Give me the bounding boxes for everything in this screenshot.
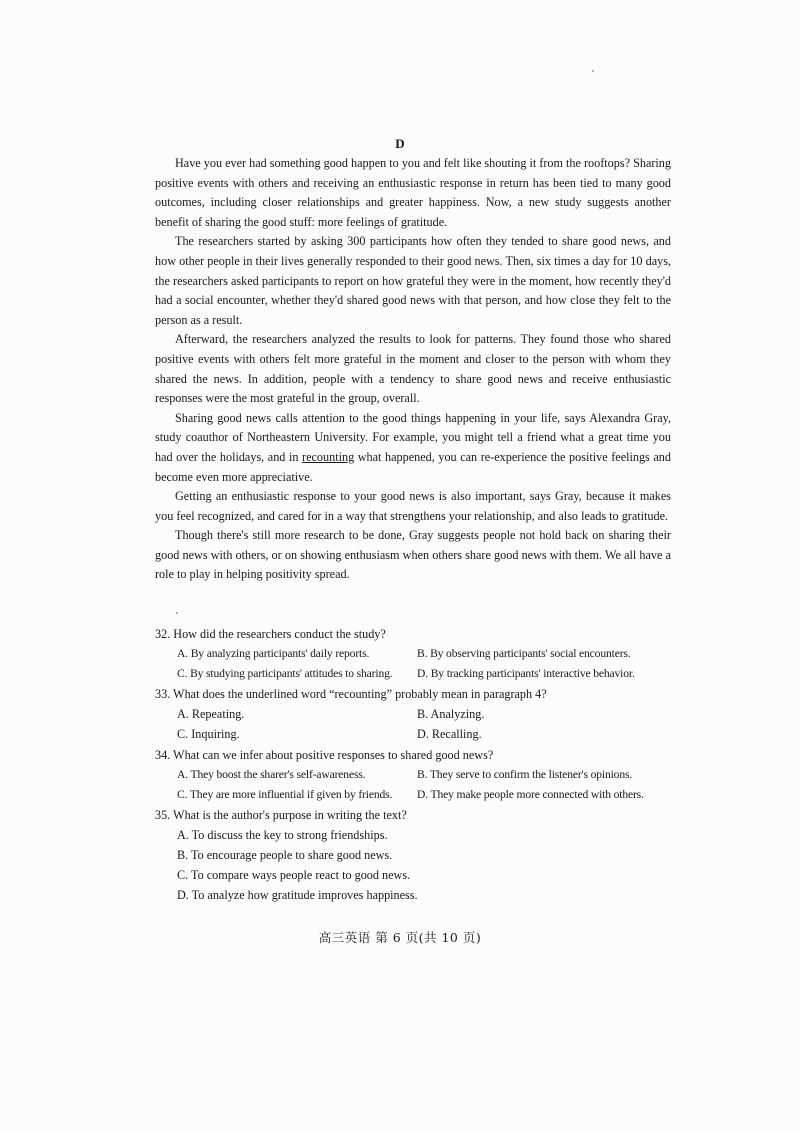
section-heading: D	[395, 136, 405, 151]
paragraph-4-text-after: what happened, you can re-experience the positive feelings and become even more appreciative.	[155, 449, 671, 484]
option-c: C. By studying participants' attitudes to sharing.	[177, 667, 393, 681]
option-a: A. By analyzing participants' daily reports.	[177, 647, 370, 661]
option-row	[155, 664, 695, 684]
underlined-word: recounting	[302, 449, 355, 464]
scan-speck	[176, 612, 178, 614]
question-33	[155, 684, 695, 744]
question-list	[155, 624, 695, 905]
question-stem: 33. What does the underlined word “recounting” probably mean in paragraph 4?	[155, 687, 547, 702]
option-c: C. Inquiring.	[177, 727, 240, 742]
option-a: A. They boost the sharer's self-awareness.	[177, 767, 366, 781]
question-34	[155, 745, 695, 805]
passage-paragraph-3: Afterward, the researchers analyzed the results to look for patterns. They found those who shared positive events with others felt more grateful in the moment and closer to the person with whom they shared the news. In addition, people with a tendency to share good news and receive enthusiastic responses were the most grateful in the group, overall.	[155, 332, 671, 406]
option-b: B. They serve to confirm the listener's opinions.	[417, 767, 633, 781]
option-row	[155, 724, 695, 744]
reading-passage	[155, 154, 671, 585]
option-a: A. Repeating.	[177, 707, 245, 722]
option-d: D. By tracking participants' interactive behavior.	[417, 667, 635, 681]
option-row	[155, 765, 695, 785]
question-stem: 32. How did the researchers conduct the study?	[155, 627, 386, 641]
option-b: B. To encourage people to share good news.	[177, 848, 393, 863]
question-35	[155, 805, 695, 905]
option-row	[155, 704, 695, 724]
option-c: C. They are more influential if given by friends.	[177, 787, 393, 801]
option-b: B. By observing participants' social encounters.	[417, 647, 631, 661]
option-row	[155, 785, 695, 805]
option-row	[155, 644, 695, 664]
passage-paragraph-6: Though there's still more research to be done, Gray suggests people not hold back on sharing their good news with others, or on showing enthusiasm when others share good news with them. We all have a role to play in helping positivity spread.	[155, 528, 671, 582]
passage-paragraph-1: Have you ever had something good happen to you and felt like shouting it from the rooftops? Sharing positive events with others and receiving an enthusiastic response in return has been tied to many good outcomes, including closer relationships and greater happiness. Now, a new study suggests another benefit of sharing the good stuff: more feelings of gratitude.	[155, 156, 671, 229]
option-d: D. To analyze how gratitude improves happiness.	[177, 888, 418, 903]
passage-paragraph-5: Getting an enthusiastic response to your good news is also important, says Gray, because it makes you feel recognized, and cared for in a way that strengthens your relationship, and also leads to gratitude.	[155, 489, 671, 523]
option-b: B. Analyzing.	[417, 707, 485, 722]
option-c: C. To compare ways people react to good news.	[177, 868, 411, 883]
paragraph-4-text-before: Sharing good news calls attention to the good things happening in your life, says Alexandra Gray, study coauthor of Northeastern University. For example, you might tell a friend what a great time you had over the holidays, and in	[155, 410, 671, 464]
passage-paragraph-2: The researchers started by asking 300 participants how often they tended to share good news, and how other people in their lives generally responded to their good news. Then, six times a day for 10 days, the researchers asked participants to report on how grateful they were in the moment, how recently they'd had a social encounter, whether they'd shared good news with that person, and how close they felt to the person as a result.	[155, 234, 671, 327]
option-d: D. Recalling.	[417, 727, 482, 742]
question-stem: 35. What is the author's purpose in writing the text?	[155, 807, 407, 822]
scan-speck	[592, 70, 594, 72]
page-footer: 高三英语 第 6 页(共 10 页)	[318, 930, 482, 945]
option-a: A. To discuss the key to strong friendships.	[177, 827, 388, 842]
option-d: D. They make people more connected with others.	[417, 787, 644, 801]
question-stem: 34. What can we infer about positive responses to shared good news?	[155, 747, 494, 762]
question-32	[155, 624, 695, 684]
passage-paragraph-4	[155, 409, 671, 487]
